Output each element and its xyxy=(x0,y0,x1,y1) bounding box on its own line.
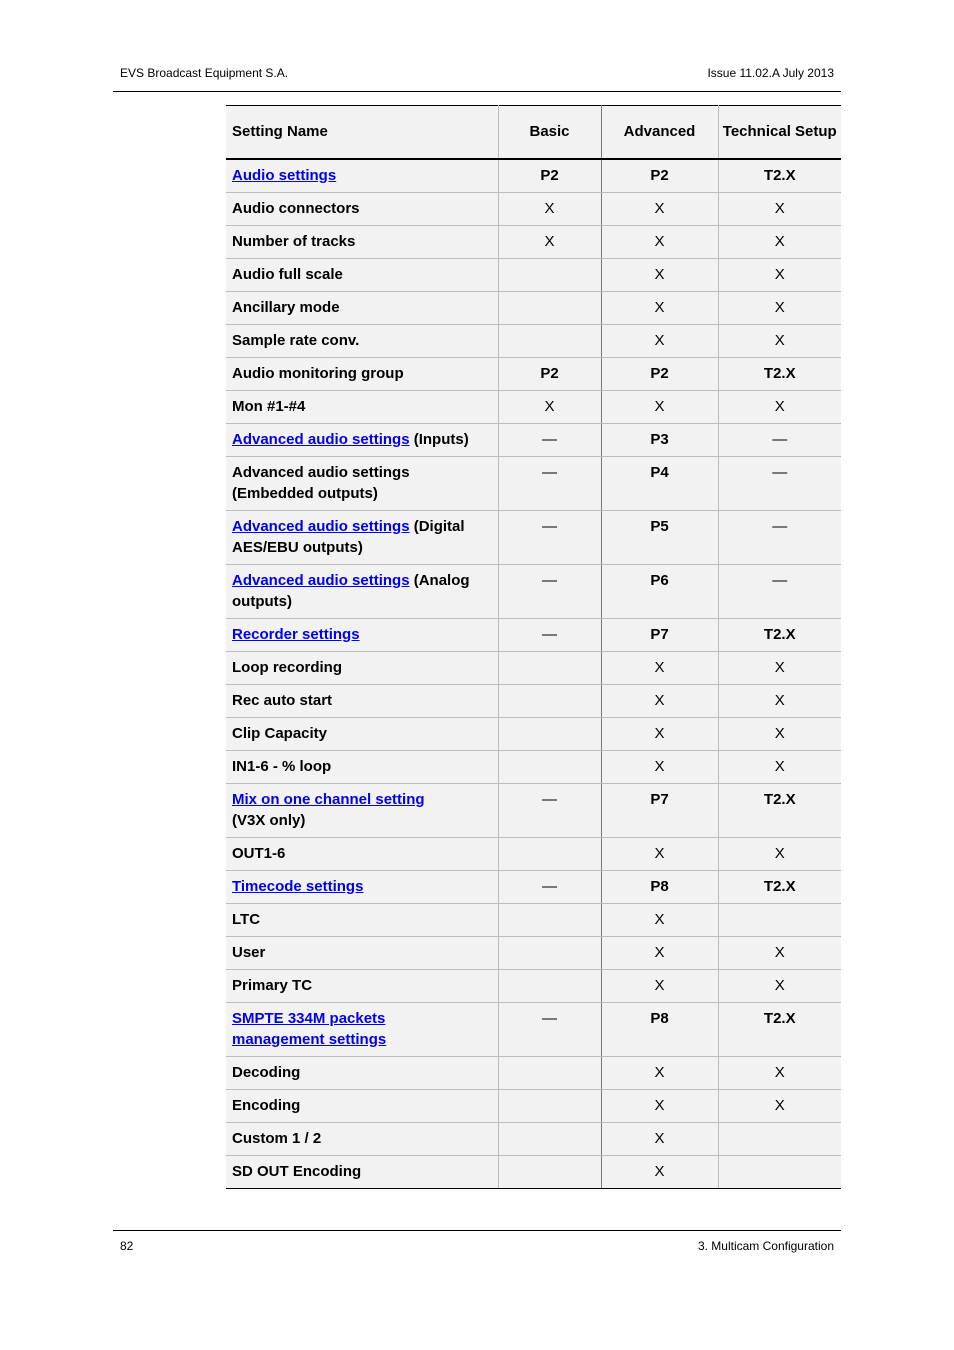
setting-name-cell xyxy=(226,291,498,324)
table-row xyxy=(226,564,841,618)
setting-name: User xyxy=(232,943,266,961)
column-header-basic: Basic xyxy=(498,106,601,159)
table-row xyxy=(226,456,841,510)
basic-cell: X xyxy=(498,192,601,225)
setting-name-cell xyxy=(226,1056,498,1089)
technical-setup-cell: X xyxy=(718,684,841,717)
basic-cell: X xyxy=(498,390,601,423)
table-row xyxy=(226,1056,841,1089)
technical-setup-cell: X xyxy=(718,837,841,870)
setting-name-cell xyxy=(226,783,498,837)
advanced-cell: X xyxy=(601,651,718,684)
table-row xyxy=(226,192,841,225)
table-row xyxy=(226,903,841,936)
technical-setup-cell: — xyxy=(718,510,841,564)
advanced-cell: X xyxy=(601,192,718,225)
setting-name-cell xyxy=(226,357,498,390)
setting-name: Rec auto start xyxy=(232,691,333,709)
technical-setup-cell: — xyxy=(718,564,841,618)
table-row xyxy=(226,1089,841,1122)
basic-cell: — xyxy=(498,423,601,456)
basic-cell: P2 xyxy=(498,159,601,193)
basic-cell xyxy=(498,936,601,969)
basic-cell xyxy=(498,750,601,783)
column-header-setting-name: Setting Name xyxy=(226,106,498,159)
basic-cell xyxy=(498,903,601,936)
advanced-cell: X xyxy=(601,390,718,423)
setting-name-cell xyxy=(226,423,498,456)
advanced-cell: X xyxy=(601,936,718,969)
technical-setup-cell: T2.X xyxy=(718,783,841,837)
advanced-cell: X xyxy=(601,1056,718,1089)
basic-cell xyxy=(498,837,601,870)
setting-name: Decoding xyxy=(232,1063,301,1081)
setting-link[interactable]: Advanced audio settings xyxy=(232,571,410,589)
setting-link[interactable]: Timecode settings xyxy=(232,877,364,895)
setting-name: Audio monitoring group xyxy=(232,364,404,382)
setting-name: Custom 1 / 2 xyxy=(232,1129,322,1147)
setting-name-cell xyxy=(226,324,498,357)
technical-setup-cell: T2.X xyxy=(718,618,841,651)
technical-setup-cell xyxy=(718,1122,841,1155)
table-row xyxy=(226,423,841,456)
advanced-cell: X xyxy=(601,717,718,750)
issue-info: Issue 11.02.A July 2013 xyxy=(707,66,834,80)
basic-cell xyxy=(498,684,601,717)
setting-name: Audio full scale xyxy=(232,265,343,283)
advanced-cell: P8 xyxy=(601,870,718,903)
setting-name-cell xyxy=(226,456,498,510)
setting-name-cell xyxy=(226,903,498,936)
table-header-row xyxy=(226,106,841,159)
advanced-cell: P6 xyxy=(601,564,718,618)
basic-cell: — xyxy=(498,510,601,564)
technical-setup-cell: X xyxy=(718,324,841,357)
setting-name-cell xyxy=(226,390,498,423)
table-row xyxy=(226,357,841,390)
advanced-cell: P8 xyxy=(601,1002,718,1056)
table-row xyxy=(226,1155,841,1188)
table-row xyxy=(226,684,841,717)
basic-cell xyxy=(498,1122,601,1155)
technical-setup-cell: — xyxy=(718,423,841,456)
settings-table-body xyxy=(226,159,841,1189)
advanced-cell: P3 xyxy=(601,423,718,456)
technical-setup-cell: X xyxy=(718,225,841,258)
setting-name-cell xyxy=(226,510,498,564)
basic-cell xyxy=(498,258,601,291)
basic-cell xyxy=(498,651,601,684)
table-row xyxy=(226,1122,841,1155)
technical-setup-cell: T2.X xyxy=(718,159,841,193)
table-row xyxy=(226,969,841,1002)
setting-name-cell xyxy=(226,1089,498,1122)
basic-cell xyxy=(498,324,601,357)
technical-setup-cell: X xyxy=(718,651,841,684)
advanced-cell: X xyxy=(601,684,718,717)
setting-name: Mon #1-#4 xyxy=(232,397,306,415)
setting-name-cell xyxy=(226,684,498,717)
page-number: 82 xyxy=(120,1239,134,1253)
company-name: EVS Broadcast Equipment S.A. xyxy=(120,66,289,80)
technical-setup-cell: X xyxy=(718,750,841,783)
advanced-cell: X xyxy=(601,1089,718,1122)
technical-setup-cell: X xyxy=(718,390,841,423)
advanced-cell: P7 xyxy=(601,618,718,651)
setting-name: Sample rate conv. xyxy=(232,331,360,349)
basic-cell xyxy=(498,1155,601,1188)
advanced-cell: P5 xyxy=(601,510,718,564)
advanced-cell: P7 xyxy=(601,783,718,837)
setting-name-cell xyxy=(226,651,498,684)
advanced-cell: X xyxy=(601,324,718,357)
table-row xyxy=(226,618,841,651)
setting-name: SD OUT Encoding xyxy=(232,1162,362,1180)
table-row xyxy=(226,750,841,783)
basic-cell: P2 xyxy=(498,357,601,390)
setting-name: Encoding xyxy=(232,1096,301,1114)
setting-name: Primary TC xyxy=(232,976,313,994)
setting-name-cell xyxy=(226,618,498,651)
table-row xyxy=(226,291,841,324)
technical-setup-cell xyxy=(718,903,841,936)
technical-setup-cell: X xyxy=(718,969,841,1002)
advanced-cell: P2 xyxy=(601,357,718,390)
setting-name-cell xyxy=(226,750,498,783)
setting-link[interactable]: Advanced audio settings xyxy=(232,430,410,448)
advanced-cell: P4 xyxy=(601,456,718,510)
table-row xyxy=(226,1002,841,1056)
table-row xyxy=(226,651,841,684)
technical-setup-cell: T2.X xyxy=(718,870,841,903)
setting-name: Ancillary mode xyxy=(232,298,340,316)
technical-setup-cell: X xyxy=(718,291,841,324)
advanced-cell: X xyxy=(601,225,718,258)
technical-setup-cell: T2.X xyxy=(718,1002,841,1056)
table-row xyxy=(226,390,841,423)
setting-name-suffix: (Digital AES/EBU outputs) xyxy=(232,517,465,556)
setting-name-cell xyxy=(226,717,498,750)
technical-setup-cell: X xyxy=(718,936,841,969)
advanced-cell: X xyxy=(601,291,718,324)
setting-name: IN1-6 - % loop xyxy=(232,757,332,775)
technical-setup-cell: — xyxy=(718,456,841,510)
technical-setup-cell: X xyxy=(718,258,841,291)
table-row xyxy=(226,936,841,969)
basic-cell: — xyxy=(498,783,601,837)
basic-cell xyxy=(498,291,601,324)
table-row xyxy=(226,837,841,870)
setting-link[interactable]: Audio settings xyxy=(232,166,337,184)
setting-link[interactable]: Recorder settings xyxy=(232,625,360,643)
basic-cell: — xyxy=(498,618,601,651)
column-header-advanced: Advanced xyxy=(601,106,718,159)
basic-cell xyxy=(498,1056,601,1089)
setting-link[interactable]: Advanced audio settings xyxy=(232,517,410,535)
advanced-cell: X xyxy=(601,1122,718,1155)
technical-setup-cell xyxy=(718,1155,841,1188)
settings-table xyxy=(226,105,841,1189)
setting-name-cell xyxy=(226,969,498,1002)
setting-name-cell xyxy=(226,192,498,225)
setting-name-cell xyxy=(226,225,498,258)
technical-setup-cell: X xyxy=(718,1089,841,1122)
setting-name: LTC xyxy=(232,910,261,928)
advanced-cell: X xyxy=(601,750,718,783)
advanced-cell: X xyxy=(601,969,718,1002)
basic-cell: — xyxy=(498,870,601,903)
technical-setup-cell: T2.X xyxy=(718,357,841,390)
basic-cell xyxy=(498,969,601,1002)
basic-cell: X xyxy=(498,225,601,258)
setting-name-cell xyxy=(226,1155,498,1188)
basic-cell xyxy=(498,717,601,750)
setting-name-cell xyxy=(226,936,498,969)
table-row xyxy=(226,717,841,750)
setting-name-cell xyxy=(226,159,498,193)
basic-cell: — xyxy=(498,564,601,618)
technical-setup-cell: X xyxy=(718,1056,841,1089)
setting-name-cell xyxy=(226,1002,498,1056)
advanced-cell: X xyxy=(601,1155,718,1188)
advanced-cell: X xyxy=(601,903,718,936)
advanced-cell: X xyxy=(601,258,718,291)
page-header xyxy=(113,66,841,92)
setting-name-cell xyxy=(226,564,498,618)
setting-name: Clip Capacity xyxy=(232,724,328,742)
technical-setup-cell: X xyxy=(718,192,841,225)
setting-name-cell xyxy=(226,258,498,291)
advanced-cell: P2 xyxy=(601,159,718,193)
setting-name-cell xyxy=(226,837,498,870)
page-footer xyxy=(113,1230,841,1253)
table-row xyxy=(226,510,841,564)
table-row xyxy=(226,870,841,903)
table-row xyxy=(226,225,841,258)
setting-name-suffix: (Inputs) xyxy=(409,430,469,448)
setting-link[interactable]: Mix on one channel setting xyxy=(232,790,425,808)
basic-cell xyxy=(498,1089,601,1122)
setting-name-cell xyxy=(226,1122,498,1155)
advanced-cell: X xyxy=(601,837,718,870)
setting-name-suffix: (Analog outputs) xyxy=(232,571,470,610)
table-row xyxy=(226,783,841,837)
technical-setup-cell: X xyxy=(718,717,841,750)
column-header-technical-setup: Technical Setup xyxy=(718,106,841,159)
setting-name: Number of tracks xyxy=(232,232,356,250)
setting-name: OUT1-6 xyxy=(232,844,286,862)
setting-name: Audio connectors xyxy=(232,199,360,217)
basic-cell: — xyxy=(498,456,601,510)
setting-link[interactable]: SMPTE 334M packets management settings xyxy=(232,1009,387,1048)
setting-name-suffix: (V3X only) xyxy=(232,811,306,829)
table-row xyxy=(226,258,841,291)
basic-cell: — xyxy=(498,1002,601,1056)
setting-name-cell xyxy=(226,870,498,903)
chapter-title: 3. Multicam Configuration xyxy=(697,1239,834,1253)
setting-name: Advanced audio settings (Embedded outputs) xyxy=(232,463,410,502)
table-row xyxy=(226,324,841,357)
setting-name: Loop recording xyxy=(232,658,342,676)
table-row xyxy=(226,159,841,193)
